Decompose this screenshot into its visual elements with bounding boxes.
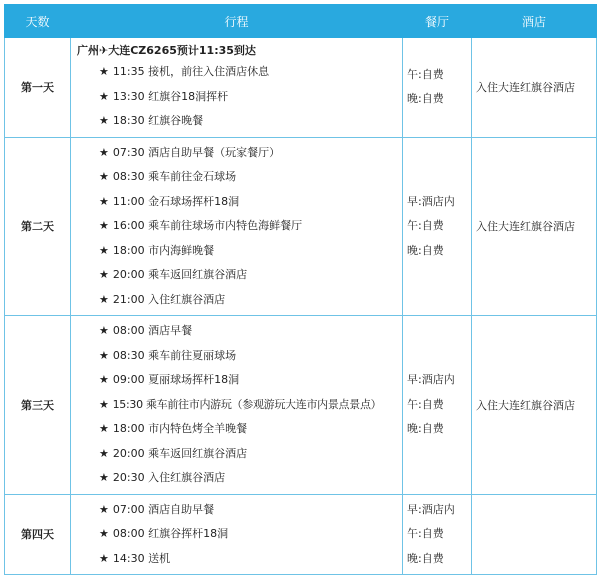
header-row bbox=[5, 5, 597, 38]
star-icon: ★ bbox=[99, 65, 109, 78]
flight-info: 广州✈大连CZ6265预计11:35到达 bbox=[77, 44, 256, 57]
day-label: 第四天 bbox=[5, 494, 71, 575]
star-icon: ★ bbox=[99, 502, 109, 516]
star-icon: ★ bbox=[99, 348, 109, 362]
meal-item: 晚:自费 bbox=[407, 243, 444, 257]
schedule-item: ★ 18:00 市内海鲜晚餐 bbox=[99, 243, 215, 257]
schedule-cell bbox=[71, 316, 403, 495]
schedule-item: ★ 16:00 乘车前往球场市内特色海鲜餐厅 bbox=[99, 219, 303, 232]
meal-item: 早:酒店内 bbox=[407, 194, 455, 208]
star-icon: ★ bbox=[99, 471, 109, 484]
meals-cell bbox=[403, 316, 472, 495]
header-schedule: 行程 bbox=[71, 5, 403, 38]
day-label: 第二天 bbox=[5, 137, 71, 316]
schedule-item: ★ 07:00 酒店自助早餐 bbox=[99, 502, 215, 516]
star-icon: ★ bbox=[99, 422, 109, 435]
schedule-item: ★ 20:30 入住红旗谷酒店 bbox=[99, 471, 226, 484]
hotel-cell: 入住大连红旗谷酒店 bbox=[472, 38, 597, 138]
meal-item: 午:自费 bbox=[407, 219, 444, 232]
schedule-item: ★ 08:00 酒店早餐 bbox=[99, 324, 193, 337]
table-row bbox=[5, 316, 597, 495]
schedule-item: ★ 14:30 送机 bbox=[99, 551, 171, 565]
schedule-item: ★ 08:30 乘车前往夏丽球场 bbox=[99, 348, 237, 362]
meals-cell bbox=[403, 137, 472, 316]
star-icon: ★ bbox=[99, 145, 109, 159]
meal-item: 晚:自费 bbox=[407, 92, 444, 106]
star-icon: ★ bbox=[99, 527, 109, 540]
schedule-item: ★ 11:35 接机，前往入住酒店休息 bbox=[99, 65, 270, 78]
schedule-item: ★ 11:00 金石球场挥杆18洞 bbox=[99, 194, 240, 208]
meal-item: 午:自费 bbox=[407, 397, 444, 411]
header-hotel: 酒店 bbox=[472, 5, 597, 38]
meals-cell bbox=[403, 494, 472, 575]
star-icon: ★ bbox=[99, 268, 109, 281]
header-meals: 餐厅 bbox=[403, 5, 472, 38]
table-row bbox=[5, 494, 597, 575]
meal-item: 午:自费 bbox=[407, 67, 444, 81]
star-icon: ★ bbox=[99, 219, 109, 232]
itinerary-table bbox=[4, 4, 597, 575]
meal-item: 午:自费 bbox=[407, 527, 444, 540]
star-icon: ★ bbox=[99, 170, 109, 183]
hotel-cell: 入住大连红旗谷酒店 bbox=[472, 316, 597, 495]
day-label: 第一天 bbox=[5, 38, 71, 138]
schedule-item: ★ 13:30 红旗谷18洞挥杆 bbox=[99, 89, 229, 103]
star-icon: ★ bbox=[99, 324, 109, 337]
hotel-cell bbox=[472, 494, 597, 575]
meal-item: 晚:自费 bbox=[407, 422, 444, 435]
star-icon: ★ bbox=[99, 89, 109, 103]
schedule-item: ★ 08:00 红旗谷挥杆18洞 bbox=[99, 527, 229, 540]
schedule-item: ★ 20:00 乘车返回红旗谷酒店 bbox=[99, 446, 248, 460]
schedule-item: ★ 18:00 市内特色烤全羊晚餐 bbox=[99, 422, 248, 435]
meal-item: 早:酒店内 bbox=[407, 373, 455, 386]
schedule-item: ★ 08:30 乘车前往金石球场 bbox=[99, 170, 237, 183]
star-icon: ★ bbox=[99, 194, 109, 208]
schedule-cell bbox=[71, 137, 403, 316]
meal-item: 早:酒店内 bbox=[407, 502, 455, 516]
star-icon: ★ bbox=[99, 114, 109, 127]
meal-item: 晚:自费 bbox=[407, 551, 444, 565]
star-icon: ★ bbox=[99, 446, 109, 460]
star-icon: ★ bbox=[99, 243, 109, 257]
schedule-item: ★ 09:00 夏丽球场挥杆18洞 bbox=[99, 373, 240, 386]
schedule-cell bbox=[71, 38, 403, 138]
schedule-item: ★ 21:00 入住红旗谷酒店 bbox=[99, 292, 226, 306]
star-icon: ★ bbox=[99, 373, 109, 386]
star-icon: ★ bbox=[99, 292, 109, 306]
day-label: 第三天 bbox=[5, 316, 71, 495]
table-row bbox=[5, 38, 597, 138]
schedule-item: ★ 20:00 乘车返回红旗谷酒店 bbox=[99, 268, 248, 281]
meals-cell bbox=[403, 38, 472, 138]
schedule-item: ★ 15:30 乘车前往市内游玩（参观游玩大连市内景点景点） bbox=[99, 397, 382, 411]
hotel-cell: 入住大连红旗谷酒店 bbox=[472, 137, 597, 316]
star-icon: ★ bbox=[99, 397, 109, 411]
schedule-cell bbox=[71, 494, 403, 575]
schedule-item: ★ 07:30 酒店自助早餐（玩家餐厅） bbox=[99, 145, 281, 159]
header-day: 天数 bbox=[5, 5, 71, 38]
schedule-item: ★ 18:30 红旗谷晚餐 bbox=[99, 114, 204, 127]
table-row bbox=[5, 137, 597, 316]
star-icon: ★ bbox=[99, 551, 109, 565]
